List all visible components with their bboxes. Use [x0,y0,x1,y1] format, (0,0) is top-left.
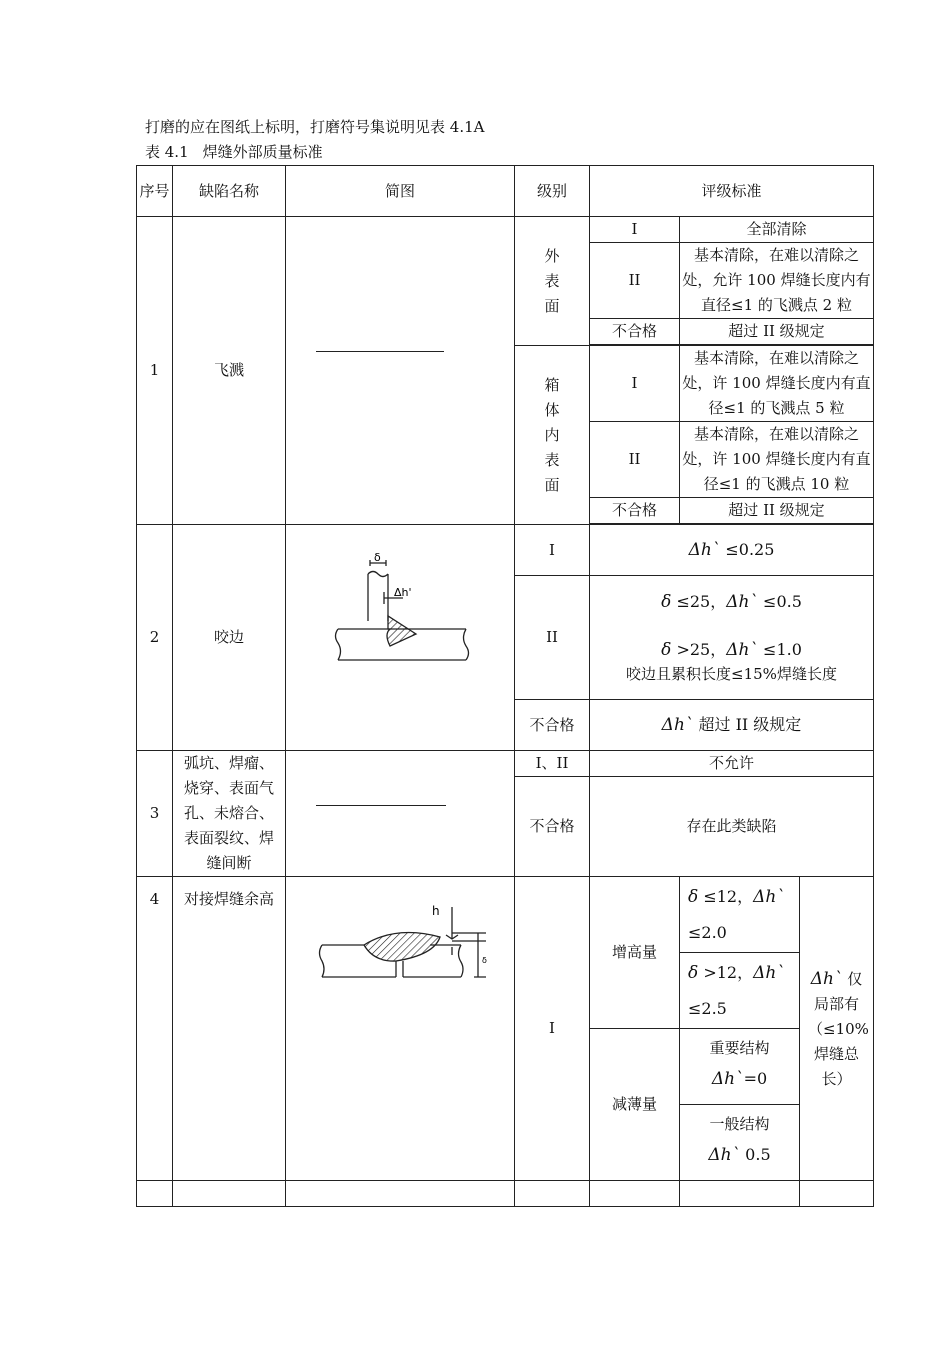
row1-inner-crit-3: 超过 II 级规定 [680,498,874,524]
table-row [137,525,874,576]
crit-text: ≤12， [698,886,754,906]
row4-sketch [286,877,515,1181]
dh-symbol: Δh` [753,962,785,983]
table-row [137,217,874,243]
table-caption [145,141,323,162]
header-sketch: 简图 [286,166,515,217]
row4-dec-crit-2 [680,1105,800,1181]
row3-grade-1: I、II [515,751,590,777]
row2-no: 2 [137,525,173,751]
dh-symbol: Δh` [661,715,694,735]
row4-inc-crit-1 [680,877,800,953]
table-row-empty [137,1181,874,1207]
row1-inner-crit-2: 基本清除，在难以清除之处，许 100 焊缝长度内有直径≤1 的飞溅点 10 粒 [680,422,874,498]
row3-sketch [286,751,515,877]
row4-name: 对接焊缝余高 [173,877,286,1181]
crit-text: ≤0.25 [720,540,775,559]
row3-grade-2: 不合格 [515,777,590,877]
row2-sketch [286,525,515,751]
row1-outer-crit-1: 全部清除 [680,217,874,243]
dh-symbol: Δh` [708,1144,741,1165]
crit-text: >25， [671,639,727,659]
header-name: 缺陷名称 [173,166,286,217]
sketch-line [316,805,446,806]
delta-symbol: δ [661,639,672,660]
delta-symbol: δ [661,591,672,612]
row4-note [800,877,874,1181]
row1-sketch [286,217,515,525]
row4-decrease: 减薄量 [590,1029,680,1181]
row2-crit-2 [590,576,874,700]
weld-quality-table [136,165,874,1207]
row3-name: 弧坑、焊瘤、烧穿、表面气孔、未熔合、表面裂纹、焊缝间断 [173,751,286,877]
delta-symbol: δ [688,886,699,907]
row2-crit-1 [590,525,874,576]
crit-text: 超过 II 级规定 [693,715,802,734]
row1-outer-grade-3: 不合格 [590,319,680,345]
crit-text: 仅局部有（≤10%焊缝总长） [808,969,869,1088]
crit-text: ≤0.5 [757,591,802,611]
delta-symbol: δ [688,962,699,983]
dh-symbol: Δh` [726,591,758,612]
intro-text: 打磨的应在图纸上标明，打磨符号集说明见表 4.1A [145,118,485,136]
crit-text: ≤1.0 [757,639,802,659]
empty-cell [286,1181,515,1207]
header-row [137,166,874,217]
table-row [137,751,874,777]
table-title: 焊缝外部质量标准 [202,143,323,161]
crit-text: ≤2.5 [688,998,727,1018]
row3-crit-1: 不允许 [590,751,874,777]
header-grade: 级别 [515,166,590,217]
sketch-dh-label: Δh' [394,585,412,599]
table-row [137,877,874,953]
row4-grade: I [515,877,590,1181]
row2-grade-2: II [515,576,590,700]
empty-cell [680,1181,800,1207]
header-no: 序号 [137,166,173,217]
header-criteria: 评级标准 [590,166,874,217]
table-number: 表 4.1 [145,143,189,161]
empty-cell [800,1181,874,1207]
row1-surface-inner: 箱体内表面 [515,346,590,525]
row1-outer-crit-2: 基本清除，在难以清除之处，允许 100 焊缝长度内有直径≤1 的飞溅点 2 粒 [680,243,874,319]
row2-crit-3 [590,700,874,751]
row4-dec-crit-1 [680,1029,800,1105]
dh-symbol: Δh` [711,1068,744,1089]
undercut-sketch [288,526,515,750]
row1-inner-grade-1: I [590,346,680,422]
dh-symbol: Δh` [810,968,843,989]
crit-text: ≤25， [671,591,727,611]
row3-no: 3 [137,751,173,877]
row1-surface-outer: 外表面 [515,217,590,346]
row1-name: 飞溅 [173,217,286,525]
sketch-h-label: h [432,904,440,918]
sketch-delta-label: δ [482,956,487,965]
row1-no: 1 [137,217,173,525]
crit-text: =0 [743,1068,768,1088]
row2-grade-1: I [515,525,590,576]
row1-inner-crit-1: 基本清除，在难以清除之处，许 100 焊缝长度内有直径≤1 的飞溅点 5 粒 [680,346,874,422]
dh-symbol: Δh` [688,540,721,560]
row1-outer-crit-3: 超过 II 级规定 [680,319,874,345]
crit-text: 咬边且累积长度≤15%焊缝长度 [626,664,837,683]
row1-outer-grade-1: I [590,217,680,243]
sketch-line [316,351,444,352]
empty-cell [590,1181,680,1207]
crit-text: 一般结构 [709,1114,770,1133]
row1-inner-grade-2: II [590,422,680,498]
row4-inc-crit-2 [680,953,800,1029]
row4-increase: 增高量 [590,877,680,1029]
dh-symbol: Δh` [726,639,758,660]
row1-inner-grade-3: 不合格 [590,498,680,524]
row2-grade-3: 不合格 [515,700,590,751]
crit-text: 重要结构 [709,1038,770,1057]
crit-text: >12， [698,962,754,982]
crit-text: ≤2.0 [688,922,727,942]
row2-name: 咬边 [173,525,286,751]
reinforcement-sketch [286,877,515,997]
row4-no: 4 [137,877,173,1181]
empty-cell [515,1181,590,1207]
crit-text: 0.5 [740,1144,771,1164]
row1-outer-grade-2: II [590,243,680,319]
dh-symbol: Δh` [753,886,785,907]
row3-crit-2: 存在此类缺陷 [590,777,874,877]
sketch-delta-label: δ [374,550,381,564]
